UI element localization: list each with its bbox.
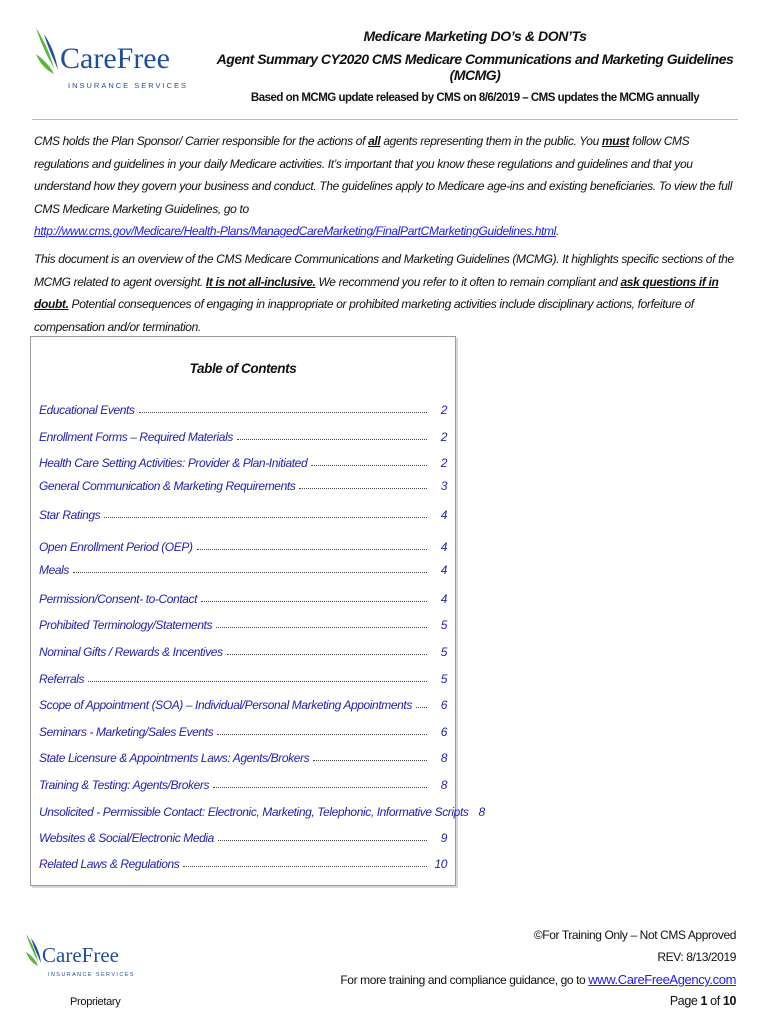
toc-leader-dots (311, 464, 427, 466)
header-divider (32, 119, 738, 120)
toc-entry[interactable] (39, 536, 447, 554)
toc-leader-dots (213, 786, 427, 788)
toc-entry[interactable] (39, 774, 447, 792)
toc-entry-label: Open Enrollment Period (OEP) (39, 540, 193, 554)
toc-leader-dots (139, 411, 427, 413)
toc-entry[interactable] (39, 747, 447, 765)
p2-emphasis-not-inclusive: It is not all-inclusive. (205, 274, 316, 289)
toc-entry-label: Nominal Gifts / Rewards & Incentives (39, 645, 223, 659)
toc-entry-page: 4 (440, 540, 447, 554)
p1-text-b: agents representing them in the public. You (380, 134, 602, 148)
toc-entry-label: Scope of Appointment (SOA) – Individual/Personal Marketing Appointments (39, 698, 412, 712)
footer-logo-word: CareFree (42, 943, 119, 967)
carefree-logo (34, 24, 189, 96)
p1-period: . (555, 224, 559, 238)
toc-entry-label: Training & Testing: Agents/Brokers (39, 778, 210, 792)
toc-entry-label: Referrals (39, 672, 85, 686)
toc-entry[interactable] (39, 504, 447, 522)
toc-entry-label: General Communication & Marketing Requirements (39, 479, 296, 493)
toc-leader-dots (183, 865, 427, 867)
footer-logo-tagline: INSURANCE SERVICES (48, 972, 135, 978)
page-label: Page (669, 994, 701, 1008)
toc-entry-label: Permission/Consent- to-Contact (39, 592, 198, 606)
table-of-contents (30, 336, 485, 886)
page-of: of (707, 994, 723, 1008)
toc-entry-label: Meals (39, 563, 70, 577)
p2-text-b: We recommend you refer to it often to remain compliant and (315, 274, 621, 289)
p1-emphasis-must: must (601, 134, 630, 148)
toc-entry[interactable] (39, 452, 447, 470)
cms-guidelines-link[interactable]: http://www.cms.gov/Medicare/Health-Plans/ManagedCareMarketing/FinalPartCMarketingGuidelines.html (34, 224, 556, 238)
logo-word-care: CareFree (60, 42, 170, 75)
toc-entry-page: 2 (440, 430, 447, 444)
intro-paragraph-2 (34, 248, 736, 338)
guidance-line (340, 972, 736, 987)
carefree-logo-mark (34, 24, 189, 96)
toc-entry[interactable] (39, 827, 447, 845)
toc-entry-label: Prohibited Terminology/Statements (39, 618, 213, 632)
toc-entry-page: 6 (440, 725, 447, 739)
toc-entry[interactable] (39, 588, 447, 606)
toc-entry-page: 4 (440, 563, 447, 577)
carefree-agency-link[interactable]: www.CareFreeAgency.com (588, 972, 736, 987)
toc-entry-page: 10 (434, 857, 447, 871)
toc-leader-dots (217, 733, 427, 735)
document-title: Medicare Marketing DO’s & DON’Ts (363, 28, 587, 44)
toc-entry-label: Websites & Social/Electronic Media (39, 831, 214, 845)
intro-paragraph-1 (34, 130, 736, 243)
p1-text-a: CMS holds the Plan Sponsor/ Carrier responsible for the actions of (34, 134, 369, 148)
document-subtitle: Agent Summary CY2020 CMS Medicare Communications and Marketing Guidelines (MCMG) (216, 51, 734, 83)
toc-entry-label: State Licensure & Appointments Laws: Agents/Brokers (39, 751, 310, 765)
toc-entry-label: Related Laws & Regulations (39, 857, 180, 871)
toc-leader-dots (299, 487, 427, 489)
toc-entry[interactable] (39, 399, 447, 417)
toc-leader-dots (227, 653, 427, 655)
p2-text-a: This document is an overview of the CMS Medicare Communications and Marketing Guidelines (MCMG). It highlights specific sections of the MCMG related to agent oversight. (34, 252, 734, 289)
guidance-text: For more training and compliance guidance, go to (340, 973, 589, 987)
toc-leader-dots (313, 759, 427, 761)
toc-entry-page: 4 (440, 508, 447, 522)
toc-entry-page: 2 (440, 456, 447, 470)
toc-entry-label: Seminars - Marketing/Sales Events (39, 725, 214, 739)
toc-entry[interactable] (39, 426, 447, 444)
toc-entry-label: Unsolicited - Permissible Contact: Electronic, Marketing, Telephonic, Informative Scripts (39, 805, 469, 819)
proprietary-label: Proprietary (70, 996, 121, 1008)
toc-leader-dots (73, 571, 427, 573)
carefree-footer-logo-mark (24, 930, 135, 982)
toc-entry[interactable] (39, 801, 485, 819)
toc-entry-page: 5 (440, 645, 447, 659)
update-note: Based on MCMG update released by CMS on 8/6/2019 – CMS updates the MCMG annually (250, 92, 700, 104)
toc-entry-page: 5 (440, 672, 447, 686)
toc-entry[interactable] (39, 694, 447, 712)
toc-entry-page: 8 (440, 778, 447, 792)
toc-leader-dots (197, 548, 427, 550)
toc-entry[interactable] (39, 641, 447, 659)
toc-entry-label: Educational Events (39, 403, 135, 417)
toc-entry-label: Health Care Setting Activities: Provider & Plan-Initiated (39, 456, 308, 470)
page-indicator (670, 994, 736, 1008)
toc-leader-dots (237, 438, 427, 440)
toc-leader-dots (216, 626, 427, 628)
logo-tagline: INSURANCE SERVICES (68, 81, 189, 90)
p2-text-c: Potential consequences of engaging in inappropriate or prohibited marketing activities include disciplinary actions, forfeiture of compensation and/or termination. (34, 297, 694, 334)
toc-entry-label: Enrollment Forms – Required Materials (39, 430, 233, 444)
p1-emphasis-all: all (368, 134, 381, 148)
p1-text-c: follow CMS regulations and guidelines in your daily Medicare activities. It’s important that you know these regulations and guidelines and that you understand how they govern your business and conduct. The guidelines apply to Medicare age-ins and existing beneficiaries. To view the full CMS Medicare Marketing Guidelines, go to (34, 134, 733, 216)
page-number: 1 (700, 994, 708, 1008)
training-notice: ©For Training Only – Not CMS Approved (533, 928, 736, 942)
toc-entry[interactable] (39, 853, 447, 871)
toc-leader-dots (218, 839, 427, 841)
toc-entry-page: 4 (440, 592, 447, 606)
toc-entry-page: 8 (478, 805, 485, 819)
revision-date: REV: 8/13/2019 (657, 950, 736, 964)
toc-entry-page: 8 (440, 751, 447, 765)
toc-entry-page: 9 (440, 831, 447, 845)
toc-entry-label: Star Ratings (39, 508, 101, 522)
toc-title: Table of Contents (189, 361, 297, 376)
document-header (200, 28, 750, 104)
toc-entry-page: 6 (440, 698, 447, 712)
toc-entry[interactable] (39, 614, 447, 632)
page-total: 10 (722, 994, 736, 1008)
toc-entry-page: 3 (440, 479, 447, 493)
toc-entry[interactable] (39, 559, 447, 577)
toc-leader-dots (416, 706, 427, 708)
toc-entry[interactable] (39, 668, 447, 686)
toc-entry[interactable] (39, 721, 447, 739)
toc-entry-page: 2 (440, 403, 447, 417)
toc-leader-dots (104, 516, 427, 518)
toc-leader-dots (88, 680, 427, 682)
toc-entry[interactable] (39, 475, 447, 493)
carefree-footer-logo (24, 930, 135, 982)
toc-entry-page: 5 (440, 618, 447, 632)
p2-emphasis-ask-questions: ask questions if in doubt. (34, 274, 719, 311)
toc-leader-dots (201, 600, 427, 602)
